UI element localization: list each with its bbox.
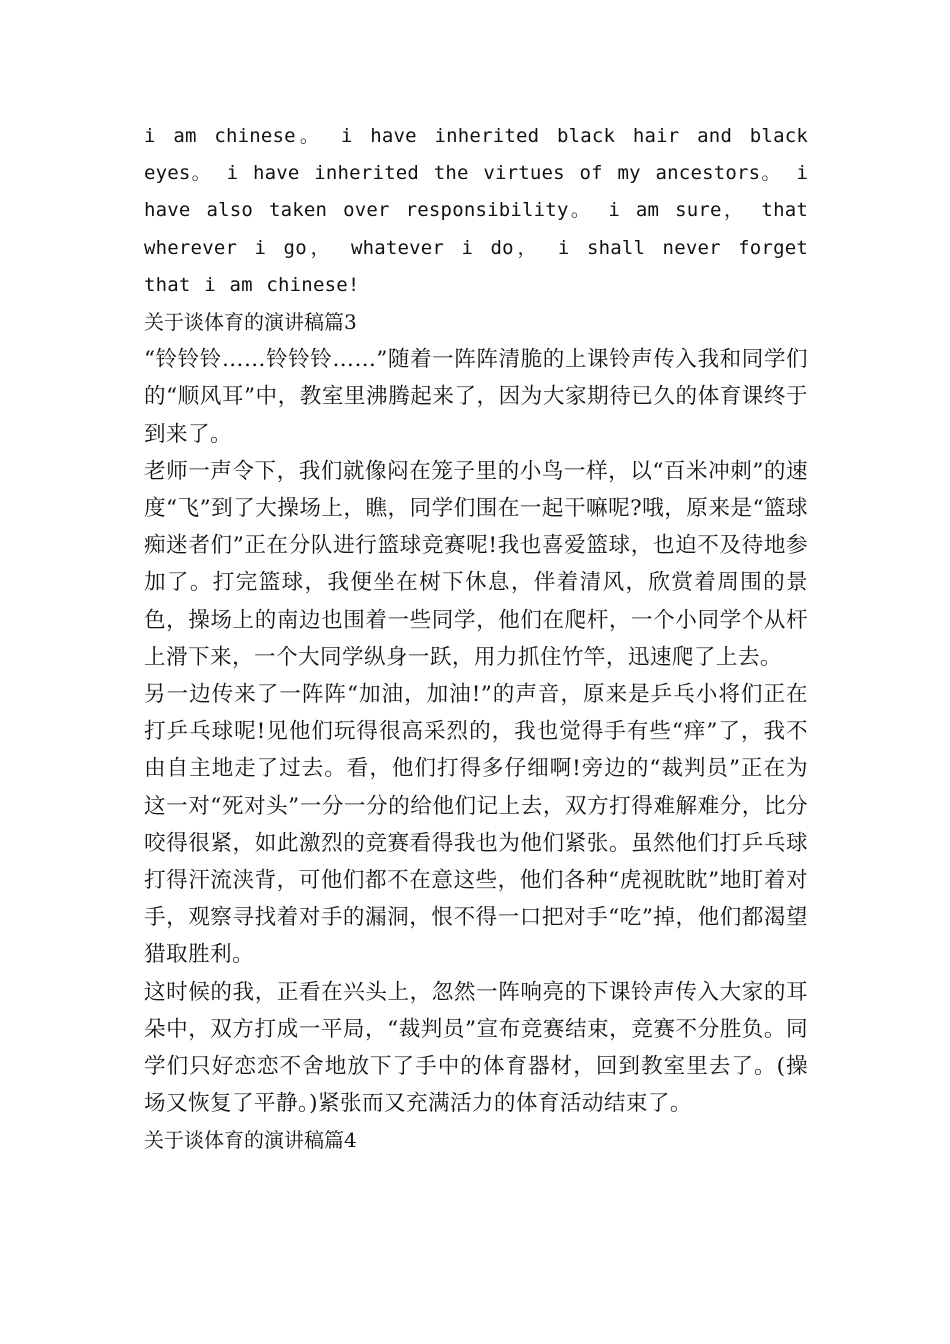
paragraph-4: 这时候的我，正看在兴头上，忽然一阵响亮的下课铃声传入大家的耳朵中，双方打成一平局，“裁判员”宣布竞赛结束，竞赛不分胜负。同学们只好恋恋不舍地放下了手中的体育器材，回到教室里去了。(操场又恢复了平静。)紧张而又充满活力的体育活动结束了。	[144, 979, 808, 1117]
paragraph-1: “铃铃铃……铃铃铃……”随着一阵阵清脆的上课铃声传入我和同学们的“顺风耳”中，教室里沸腾起来了，因为大家期待已久的体育课终于到来了。	[144, 347, 808, 447]
section-heading-3: 关于谈体育的演讲稿篇3	[144, 310, 357, 335]
paragraph-2: 老师一声令下，我们就像闷在笼子里的小鸟一样，以“百米冲刺”的速度“飞”到了大操场上，瞧，同学们围在一起干嘛呢?哦，原来是“篮球痴迷者们”正在分队进行篮球竞赛呢!我也喜爱篮球，也迫不及待地参加了。打完篮球，我便坐在树下休息，伴着清风，欣赏着周围的景色，操场上的南边也围着一些同学，他们在爬杆，一个小同学个从杆上滑下来，一个大同学纵身一跃，用力抓住竹竿，迅速爬了上去。	[144, 458, 808, 670]
paragraph-3: 另一边传来了一阵阵“加油，加油!”的声音，原来是乒乓小将们正在打乒乓球呢!见他们玩得很高采烈的，我也觉得手有些“痒”了，我不由自主地走了过去。看，他们打得多仔细啊!旁边的“裁判员”正在为这一对“死对头”一分一分的给他们记上去，双方打得难解难分，比分咬得很紧，如此激烈的竞赛看得我也为他们紧张。虽然他们打乒乓球打得汗流浃背，可他们都不在意这些，他们各种“虎视眈眈”地盯着对手，观察寻找着对手的漏洞，恨不得一口把对手“吃”掉，他们都渴望猎取胜利。	[144, 682, 808, 968]
section-heading-4: 关于谈体育的演讲稿篇4	[144, 1128, 357, 1153]
document-body	[144, 118, 808, 1160]
english-paragraph: i am chinese。 i have inherited black hair and black eyes。 i have inherited the virtues of my ancestors。 i have also taken over responsibility。 i am sure， that wherever i go， whatever i do， i shall never forget that i am chinese!	[144, 125, 808, 296]
